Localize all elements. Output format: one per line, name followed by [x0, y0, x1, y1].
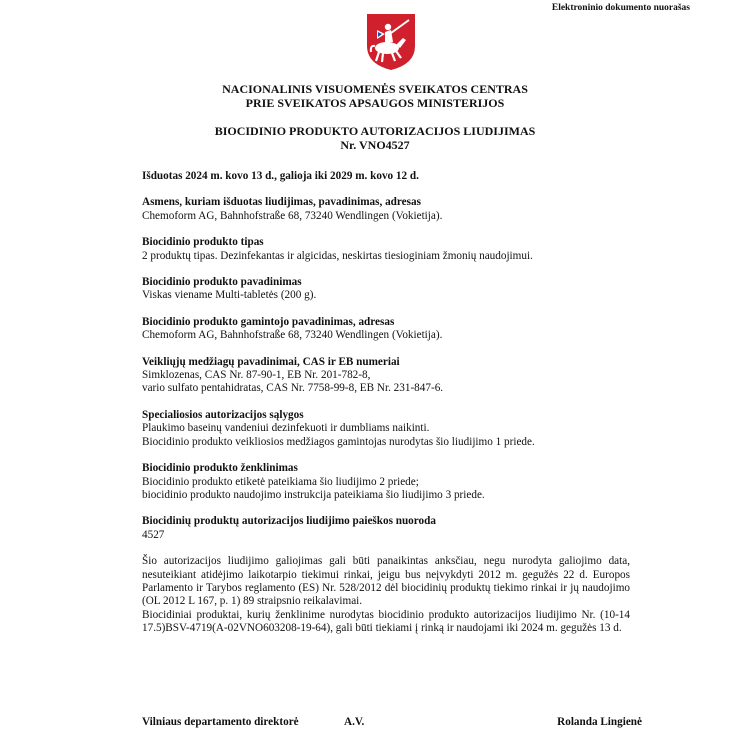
section-heading: Specialiosios autorizacijos sąlygos [142, 408, 304, 421]
section-product-type [142, 236, 630, 263]
section-heading: Veikliųjų medžiagų pavadinimai, CAS ir EB numeriai [142, 355, 400, 368]
organization-name [0, 82, 750, 110]
section-labelling [142, 462, 630, 502]
section-special-conditions [142, 409, 630, 449]
document-heading [0, 124, 750, 152]
section-text: vario sulfato pentahidratas, CAS Nr. 7758-99-8, EB Nr. 231-847-6. [142, 382, 444, 395]
section-heading: Biocidinio produkto ženklinimas [142, 462, 298, 475]
signatory-position: Vilniaus departamento direktorė [142, 716, 299, 728]
section-text: Viskas viename Multi-tabletės (200 g). [142, 289, 317, 302]
section-text: Chemoform AG, Bahnhofstraße 68, 73240 Wendlingen (Vokietija). [142, 329, 443, 342]
section-heading: Biocidinio produkto gamintojo pavadinimas, adresas [142, 315, 395, 328]
signatory-name: Rolanda Lingienė [557, 716, 642, 728]
section-text: biocidinio produkto naudojimo instrukcija pateikiama šio liudijimo 3 priede. [142, 488, 485, 501]
section-text: 2 produktų tipas. Dezinfekantas ir algicidas, neskirtas tiesioginiam žmonių naudojimui. [142, 249, 533, 262]
section-heading: Asmens, kuriam išduotas liudijimas, pavadinimas, adresas [142, 196, 421, 209]
section-heading: Biocidinio produkto tipas [142, 236, 264, 249]
section-search-reference [142, 515, 630, 542]
section-text: 4527 [142, 528, 165, 541]
section-text: Biocidinio produkto veikliosios medžiagos gamintojas nurodytas šio liudijimo 1 priede. [142, 435, 535, 448]
section-text: Biocidinio produkto etiketė pateikiama šio liudijimo 2 priede; [142, 475, 419, 488]
section-active-substances [142, 356, 630, 396]
organization-line-1: NACIONALINIS VISUOMENĖS SVEIKATOS CENTRAS [222, 82, 528, 96]
section-manufacturer [142, 316, 630, 343]
legal-paragraph: Šio autorizacijos liudijimo galiojimas gali būti panaikintas anksčiau, negu nurodyta galiojimo data, nesuteikiant atidėjimo laikotarpio tiekimui rinkai, jeigu bus neįvykdyti 2012 m. gegužės 22 d. Europos Parlamento ir Tarybos reglamento (ES) Nr. 528/2012 dėl biocidinių produktų tiekimo rinkai ir jų naudojimo (OL 2012 L 167, p. 1) 89 straipsnio reikalavimai. [142, 555, 630, 608]
organization-line-2: PRIE SVEIKATOS APSAUGOS MINISTERIJOS [245, 96, 505, 110]
electronic-copy-label: Elektroninio dokumento nuorašas [551, 3, 690, 13]
document-title: BIOCIDINIO PRODUKTO AUTORIZACIJOS LIUDIJIMAS [214, 124, 536, 138]
section-product-name [142, 276, 630, 303]
coat-of-arms-icon [365, 12, 417, 72]
legal-notes [142, 555, 630, 635]
section-heading: Biocidinio produkto pavadinimas [142, 276, 302, 289]
document-body [142, 170, 630, 636]
document-number: Nr. VNO4527 [340, 138, 410, 152]
section-text: Simklozenas, CAS Nr. 87-90-1, EB Nr. 201-782-8, [142, 369, 371, 382]
section-holder [142, 196, 630, 223]
legal-paragraph: Biocidiniai produktai, kurių ženklinime nurodytas biocidinio produkto autorizacijos liudijimo Nr. (10-14 17.5)BSV-4719(A-02VNO603208-19-64), gali būti tiekiami į rinką ir naudojami iki 2024 m. gegužės 13 d. [142, 608, 630, 635]
section-text: Plaukimo baseinų vandeniui dezinfekuoti ir dumbliams naikinti. [142, 422, 430, 435]
stamp-place: A.V. [344, 716, 365, 728]
section-heading: Biocidinių produktų autorizacijos liudijimo paieškos nuoroda [142, 515, 436, 528]
issue-validity-line: Išduotas 2024 m. kovo 13 d., galioja iki 2029 m. kovo 12 d. [142, 170, 419, 182]
section-text: Chemoform AG, Bahnhofstraße 68, 73240 Wendlingen (Vokietija). [142, 209, 443, 222]
